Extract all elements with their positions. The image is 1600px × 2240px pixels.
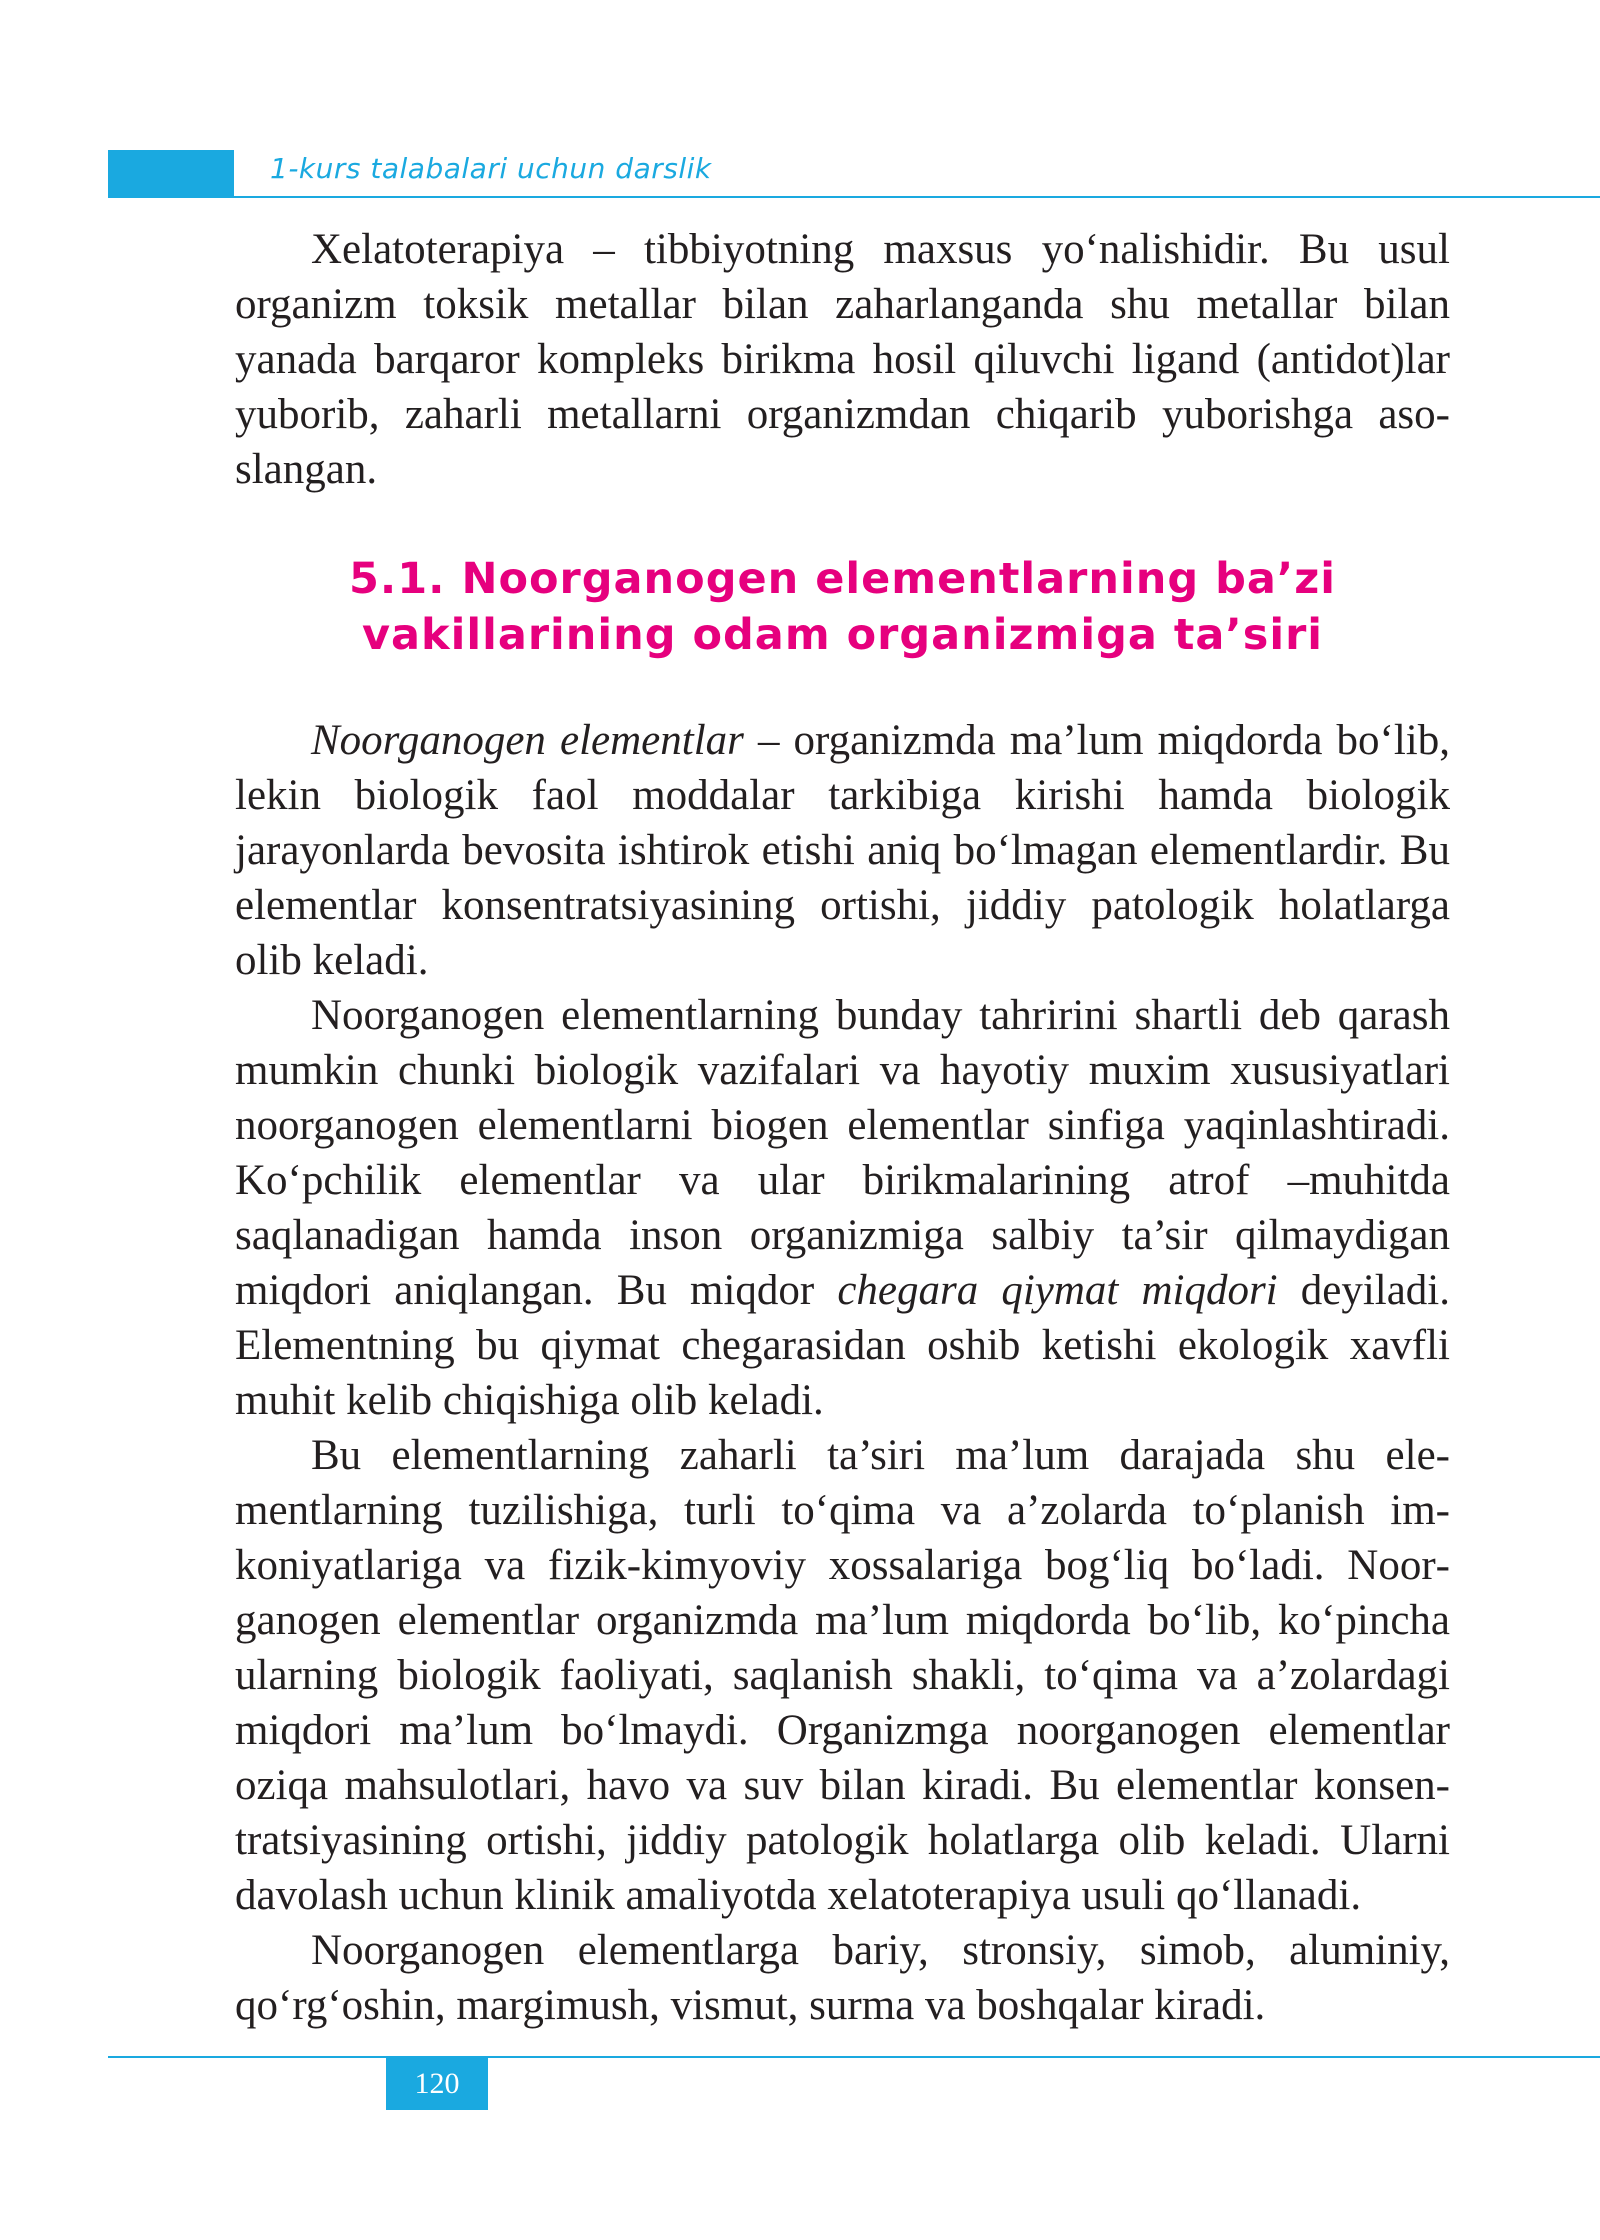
section-heading-line-1: 5.1. Noorganogen elementlarning ba’zi — [348, 554, 1336, 604]
definition-term: Noorganogen elementlar — [311, 717, 744, 764]
paragraph-toxicity: Bu elementlarning zaharli ta’siri ma’lum darajada shu elementlarning tuzilishiga, turli to‘qima va a’zolarda to‘planish imkoniyatlariga va fizik-kimyoviy xossalariga bog‘liq bo‘ladi. Noorganogen elementlar organizmda ma’lum miqdorda bo‘lib, ko‘pincha ularning biologik faoliyati, saqlanish shakli, to‘qima va a’zolardagi miqdori ma’lum bo‘lmaydi. Organizmga noorganogen elementlar oziqa mahsulotlari, havo va suv bilan kiradi. Bu elementlar konsentratsiyasining ortishi, jiddiy patologik holatlarga olib keladi. Ularni davolash uchun klinik amaliyotda xelatoterapiya usuli qo‘llanadi. — [235, 1432, 1450, 1919]
header-rule — [108, 196, 1600, 198]
running-header-title: 1-kurs talabalari uchun darslik — [270, 152, 712, 185]
paragraph-xelatoterapiya: Xelatoterapiya – tibbiyotning maxsus yo‘nalishidir. Bu usul organizm toksik metallar bilan zaharlanganda shu metallar bilan yanada barqaror kompleks birikma hosil qiluvchi ligand (antidot)lar yuborib, zaharli metallarni organizmdan chiqarib yuborishga asoslangan. — [235, 226, 1450, 493]
page-number: 120 — [386, 2058, 488, 2110]
classification-text-after: deyiladi. Elementning bu qiymat chegarasidan oshib ketishi ekologik xavfli muhit kelib chiqishiga olib keladi. — [235, 1267, 1450, 1424]
footer-rule — [108, 2056, 1600, 2058]
section-heading — [235, 551, 1450, 663]
section-heading-line-2: vakillarining odam organizmiga ta’siri — [361, 610, 1324, 660]
header-accent-block — [108, 150, 234, 196]
definition-text: – organizmda ma’lum miqdorda bo‘lib, lekin biologik faol moddalar tarkibiga kirishi hamda biologik jarayonlarda bevosita ishtirok etishi aniq bo‘lmagan elementlardir. Bu elementlar konsentratsiyasining ortishi, jiddiy patologik holatlarga olib keladi. — [235, 717, 1450, 984]
paragraph-classification — [235, 988, 1450, 1428]
paragraph-element-list: Noorganogen elementlarga bariy, stronsiy, simob, aluminiy, qo‘rg‘oshin, margimush, vismut, surma va boshqalar kiradi. — [235, 1927, 1450, 2029]
classification-text-before: Noorganogen elementlarning bunday tahririni shartli deb qarash mumkin chunki biologik vazifalari va hayotiy muxim xususiyatlari noorganogen elementlarni biogen elementlar sinfiga yaqinlashtiradi. Ko‘pchilik elementlar va ular birikmalarining atrof –muhitda saqlanadigan hamda inson organizmiga salbiy ta’sir qilmaydigan miqdori aniqlangan. Bu miqdor — [235, 992, 1450, 1314]
paragraph-definition — [235, 713, 1450, 988]
classification-term: chegara qiymat miqdori — [837, 1267, 1278, 1314]
page-body — [235, 222, 1450, 2033]
